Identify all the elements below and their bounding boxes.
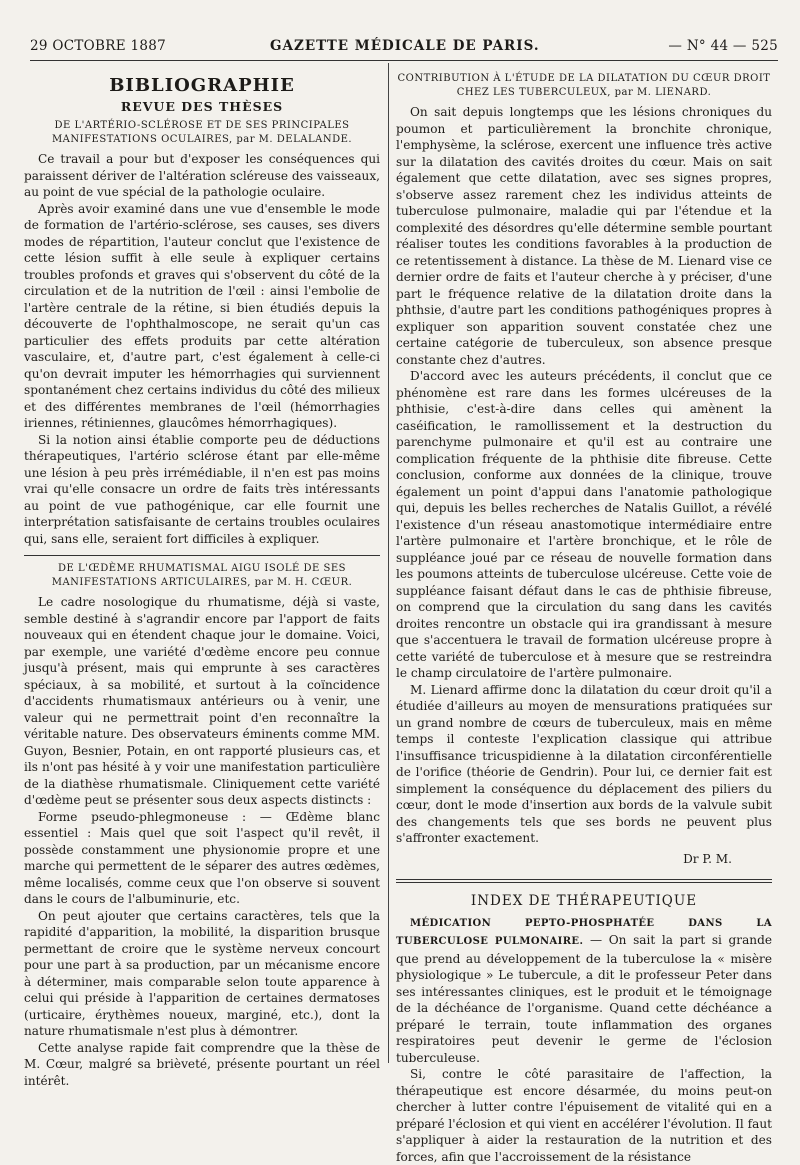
paragraph (396, 914, 772, 1067)
section-separator (396, 879, 772, 883)
paragraph: Ce travail a pour but d'exposer les conséquences qui paraissent dériver de l'altération scléreuse des vaisseaux, au point de vue spécial de la pathologie oculaire. (24, 152, 380, 199)
section-subtitle: REVUE DES THÈSES (120, 98, 284, 114)
right-column (396, 68, 772, 1165)
paragraph: Après avoir examiné dans une vue d'ensemble le mode de formation de l'artério-sclérose, ses causes, ses divers modes de répartition, l'auteur conclut que l'existence de cette lésion suffit à elle seule à expliquer certains troubles profonds et graves qui s'observent du côté de la circulation et de la nutrition de l'œil : ainsi l'embolie de l'artère centrale de la rétine, si bien étudiés depuis la découverte de l'ophthalmoscope, ne serait qu'un cas particulier des effets produits par cette altération vasculaire, et, d'autre part, c'est également à celle-ci qu'on devrait imputer les hémorrhagies qui surviennent spontanément chez certains individus du côté des milieux et des différentes membranes de l'œil (hémorrhagies iriennes, rétiniennes, glaucômes hémorrhagiques). (24, 201, 380, 430)
index-subtitle: MÉDICATION PEPTO-PHOSPHATÉE DANS LA TUBERCULOSE PULMONAIRE. (396, 917, 772, 947)
article-title-oedeme: DE L'ŒDÈME RHUMATISMAL AIGU ISOLÉ DE SES MANIFESTATIONS ARTICULAIRES, par M. H. CŒUR. (51, 563, 353, 588)
paragraph: On sait depuis longtemps que les lésions chroniques du poumon et particulièrement la bronchite chronique, l'emphysème, la sclérose, exercent une influence très active sur la dilatation des cavités droites du cœur. Mais on sait également que cette dilatation, avec ses signes propres, s'observe assez rarement chez les individus atteints de tuberculose pulmonaire, maladie qui par l'étendue et la complexité des désordres qu'elle détermine semble pourtant réaliser toutes les conditions favorables à la production de ce retentissement à distance. La thèse de M. Lienard vise ce dernier ordre de faits et l'auteur cherche à y préciser, d'une part le fréquence relative de la dilatation droite dans la phthsie, d'autre part les conditions pathogéniques propres à expliquer son apparition souvent constatée chez une certaine catégorie de tuberculeux, son absence presque constante chez d'autres. (396, 105, 772, 367)
page-header (30, 38, 778, 60)
paragraph: Si, contre le côté parasitaire de l'affection, la thérapeutique est encore désarmée, du moins peut-on chercher à lutter contre l'épuisement de vitalité qui en a préparé l'éclosion et qui vient en accélérer l'évolution. Il faut s'appliquer à aider la restauration de la nutrition et des forces, afin que l'accroissement de la résistance (396, 1067, 772, 1164)
author-signature: Dr P. M. (683, 851, 732, 866)
issue-date: 29 OCTOBRE 1887 (30, 38, 167, 54)
article-title-arteriosclerose: DE L'ARTÉRIO-SCLÉROSE ET DE SES PRINCIPALES MANIFESTATIONS OCULAIRES, par M. DELALANDE. (51, 120, 353, 145)
index-title: INDEX DE THÉRAPEUTIQUE (470, 893, 698, 909)
paragraph: Si la notion ainsi établie comporte peu de déductions thérapeutiques, l'artério sclérose étant par elle-même une lésion à peu près irrémédiable, il n'en est pas moins vrai qu'elle consacre un ordre de faits très intéressants au point de vue pathogénique, car elle fournit une interprétation satisfaisante de certains troubles oculaires qui, sans elle, seraient fort difficiles à expliquer. (24, 432, 380, 546)
article-separator (24, 555, 380, 556)
paragraph: M. Lienard affirme donc la dilatation du cœur droit qu'il a étudiée d'ailleurs au moyen de mensurations pratiquées sur un grand nombre de cœurs de tuberculeux, mais en même temps il conteste l'explication classique qui attribue l'insuffisance tricuspidienne à la dilatation circonférentielle de l'orifice (théorie de Gendrin). Pour lui, ce dernier fait est simplement la conséquence du déplacement des piliers du cœur, dont le mode d'insertion aux bords de la valvule subit des changements tels que ses bords ne peuvent plus s'affronter exactement. (396, 682, 772, 845)
paragraph: Cette analyse rapide fait comprendre que la thèse de M. Cœur, malgré sa brièveté, présente pourtant un réel intérêt. (24, 1040, 380, 1088)
paragraph: Le cadre nosologique du rhumatisme, déjà si vaste, semble destiné à s'agrandir encore par l'apport de faits nouveaux qui en étendent chaque jour le domaine. Voici, par exemple, une variété d'œdème encore peu connue jusqu'à présent, mais qui emprunte à ses caractères spéciaux, à sa mobilité, et surtout à la coïncidence d'accidents rhumatismaux antérieurs ou à venir, une valeur qui ne permettrait point d'en reconnaître la véritable nature. Des observateurs éminents comme MM. Guyon, Besnier, Potain, en ont rapporté plusieurs cas, et ils n'ont pas hésité à y voir une manifestation particulière de la diathèse rhumatismale. Cliniquement cette variété d'œdème peut se présenter sous deux aspects distincts : (24, 595, 380, 807)
paragraph: D'accord avec les auteurs précédents, il conclut que ce phénomène est rare dans les formes ulcéreuses de la phthisie, c'est-à-dire dans celles qui amènent la caséification, le ramollissement et la destruction du parenchyme pulmonaire et qu'il est au contraire une complication fréquente de la phthisie dite fibreuse. Cette conclusion, conforme aux données de la clinique, trouve également un point d'appui dans l'anatomie pathologique qui, depuis les belles recherches de Natalis Guillot, a révélé l'existence d'un réseau anastomotique intermédiaire entre l'artère pulmonaire et l'artère bronchique, et le rôle de suppléance joué par ce réseau de nouvelle formation dans les poumons atteints de tuberculose ulcéreuse. Cette voie de suppléance faisant défaut dans le cas de phthisie fibreuse, on comprend que la circulation du sang dans les cavités droites rencontre un obstacle qui ira grandissant à mesure que s'accentuera le travail de formation ulcéreuse propre à cette variété de tuberculose et à mesure que se restreindra le champ circulatoire de l'artère pulmonaire. (396, 369, 772, 680)
paragraph-text: — On sait la part si grande que prend au développement de la tuberculose la « misère physiologique » Le tubercule, a dit le professeur Peter dans ses intéressantes cliniques, est le produit et le témoignage de la déchéance de l'organisme. Quand cette déchéance a préparé le terrain, toute inflammation des organes respiratoires peut devenir le germe de l'éclosion tuberculeuse. (396, 933, 772, 1065)
header-rule (30, 60, 778, 61)
left-column (24, 68, 380, 1089)
issue-page-number: — N° 44 — 525 (668, 38, 778, 54)
column-divider (388, 63, 389, 1063)
journal-title: GAZETTE MÉDICALE DE PARIS. (270, 38, 540, 54)
article-title-dilatation: CONTRIBUTION À L'ÉTUDE DE LA DILATATION DU CŒUR DROIT CHEZ LES TUBERCULEUX, par M. LIENARD. (397, 73, 771, 98)
paragraph: Forme pseudo-phlegmoneuse : — Œdème blanc essentiel : Mais quel que soit l'aspect qu'il revêt, il possède constamment une physionomie propre et une marche qui permettent de le séparer des autres œdèmes, même localisés, comme ceux que l'on observe si souvent dans le cours de l'albuminurie, etc. (24, 809, 380, 906)
section-title: BIBLIOGRAPHIE (109, 75, 295, 96)
paragraph: On peut ajouter que certains caractères, tels que la rapidité d'apparition, la mobilité, la disparition brusque permettant de croire que le système nerveux concourt pour une part à sa production, par un mécanisme encore à déterminer, mais comparable selon toute apparence à celui qui préside à l'apparition de certaines dermatoses (urticaire, érythèmes noueux, marginé, etc.), dont la nature rhumatismale n'est plus à démontrer. (24, 908, 380, 1038)
